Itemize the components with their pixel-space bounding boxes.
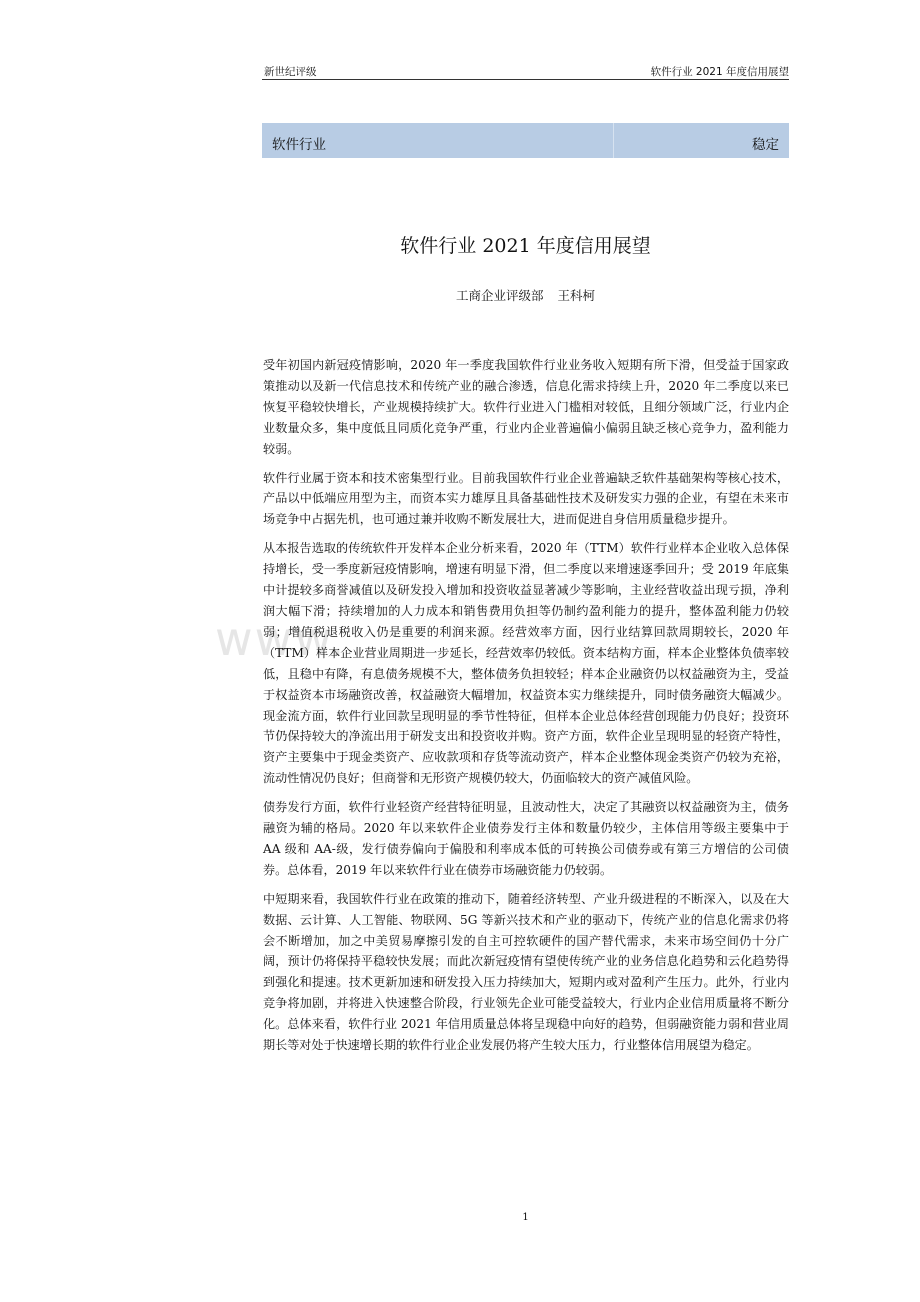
report-title: 软件行业 2021 年度信用展望 xyxy=(400,235,651,257)
page-header xyxy=(262,64,789,80)
report-body xyxy=(263,355,789,1064)
outlook-banner xyxy=(262,123,789,158)
paragraph-4: 债券发行方面，软件行业轻资产经营特征明显，且波动性大，决定了其融资以权益融资为主，债务融资为辅的格局。2020 年以来软件企业债券发行主体和数量仍较少，主体信用等级主要集中于 AA 级和 AA-级，发行债券偏向于偏股和利率成本低的可转换公司债券或有第三方增信的公司债券。总体看，2019 年以来软件行业在债券市场融资能力仍较弱。 xyxy=(263,800,789,877)
paragraph-1: 受年初国内新冠疫情影响，2020 年一季度我国软件行业业务收入短期有所下滑，但受益于国家政策推动以及新一代信息技术和传统产业的融合渗透，信息化需求持续上升，2020 年二季度以来已恢复平稳较快增长，产业规模持续扩大。软件行业进入门槛相对较低，且细分领域广泛，行业内企业数量众多，集中度低且同质化竞争严重，行业内企业普遍偏小偏弱且缺乏核心竞争力，盈利能力较弱。 xyxy=(263,358,789,456)
paragraph-2: 软件行业属于资本和技术密集型行业。目前我国软件行业企业普遍缺乏软件基础架构等核心技术，产品以中低端应用型为主，而资本实力雄厚且具备基础性技术及研发实力强的企业，有望在未来市场竞争中占据先机，也可通过兼并收购不断发展壮大，进而促进自身信用质量稳步提升。 xyxy=(263,470,789,527)
watermark: www. xyxy=(215,612,347,666)
paragraph-3: 从本报告选取的传统软件开发样本企业分析来看，2020 年（TTM）软件行业样本企业收入总体保持增长，受一季度新冠疫情影响，增速有明显下滑，但二季度以来增速逐季回升；受 2019 年底集中计提较多商誉减值以及研发投入增加和投资收益显著减少等影响，主业经营收益出现亏损，净利润大幅下滑；持续增加的人力成本和销售费用负担等仍制约盈利能力的提升，整体盈利能力仍较弱；增值税退税收入仍是重要的利润来源。经营效率方面，因行业结算回款周期较长，2020 年（TTM）样本企业营业周期进一步延长，经营效率仍较低。资本结构方面，样本企业整体负债率较低，且稳中有降，有息债务规模不大，整体债务负担较轻；样本企业融资仍以权益融资为主，受益于权益资本市场融资改善，权益融资大幅增加，权益资本实力继续提升，同时债务融资大幅减少。现金流方面，软件行业回款呈现明显的季节性特征，但样本企业总体经营创现能力仍良好；投资环节仍保持较大的净流出用于研发支出和投资收并购。资产方面，软件企业呈现明显的轻资产特性，资产主要集中于现金类资产、应收款项和存货等流动资产，样本企业整体现金类资产仍较为充裕，流动性情况仍良好；但商誉和无形资产规模仍较大，仍面临较大的资产减值风险。 xyxy=(263,541,789,786)
paragraph-5: 中短期来看，我国软件行业在政策的推动下，随着经济转型、产业升级进程的不断深入，以及在大数据、云计算、人工智能、物联网、5G 等新兴技术和产业的驱动下，传统产业的信息化需求仍将会不断增加，加之中美贸易摩擦引发的自主可控软硬件的国产替代需求，未来市场空间仍十分广阔，预计仍将保持平稳较快发展；而此次新冠疫情有望使传统产业的业务信息化趋势和云化趋势得到强化和提速。技术更新加速和研发投入压力持续加大，短期内或对盈利产生压力。此外，行业内竞争将加剧，并将进入快速整合阶段，行业领先企业可能受益较大，行业内企业信用质量将不断分化。总体来看，软件行业 2021 年信用质量总体将呈现稳中向好的趋势，但弱融资能力弱和营业周期长等对处于快速增长期的软件行业企业发展仍将产生较大压力，行业整体信用展望为稳定。 xyxy=(263,891,789,1053)
banner-divider xyxy=(613,123,614,158)
header-company: 新世纪评级 xyxy=(264,66,317,78)
banner-outlook: 稳定 xyxy=(752,137,779,153)
report-authors: 工商企业评级部 王科柯 xyxy=(456,288,595,303)
banner-industry: 软件行业 xyxy=(272,137,326,153)
header-report-title: 软件行业 2021 年度信用展望 xyxy=(650,66,789,78)
header-divider xyxy=(262,79,789,80)
page-number: 1 xyxy=(522,1212,529,1223)
